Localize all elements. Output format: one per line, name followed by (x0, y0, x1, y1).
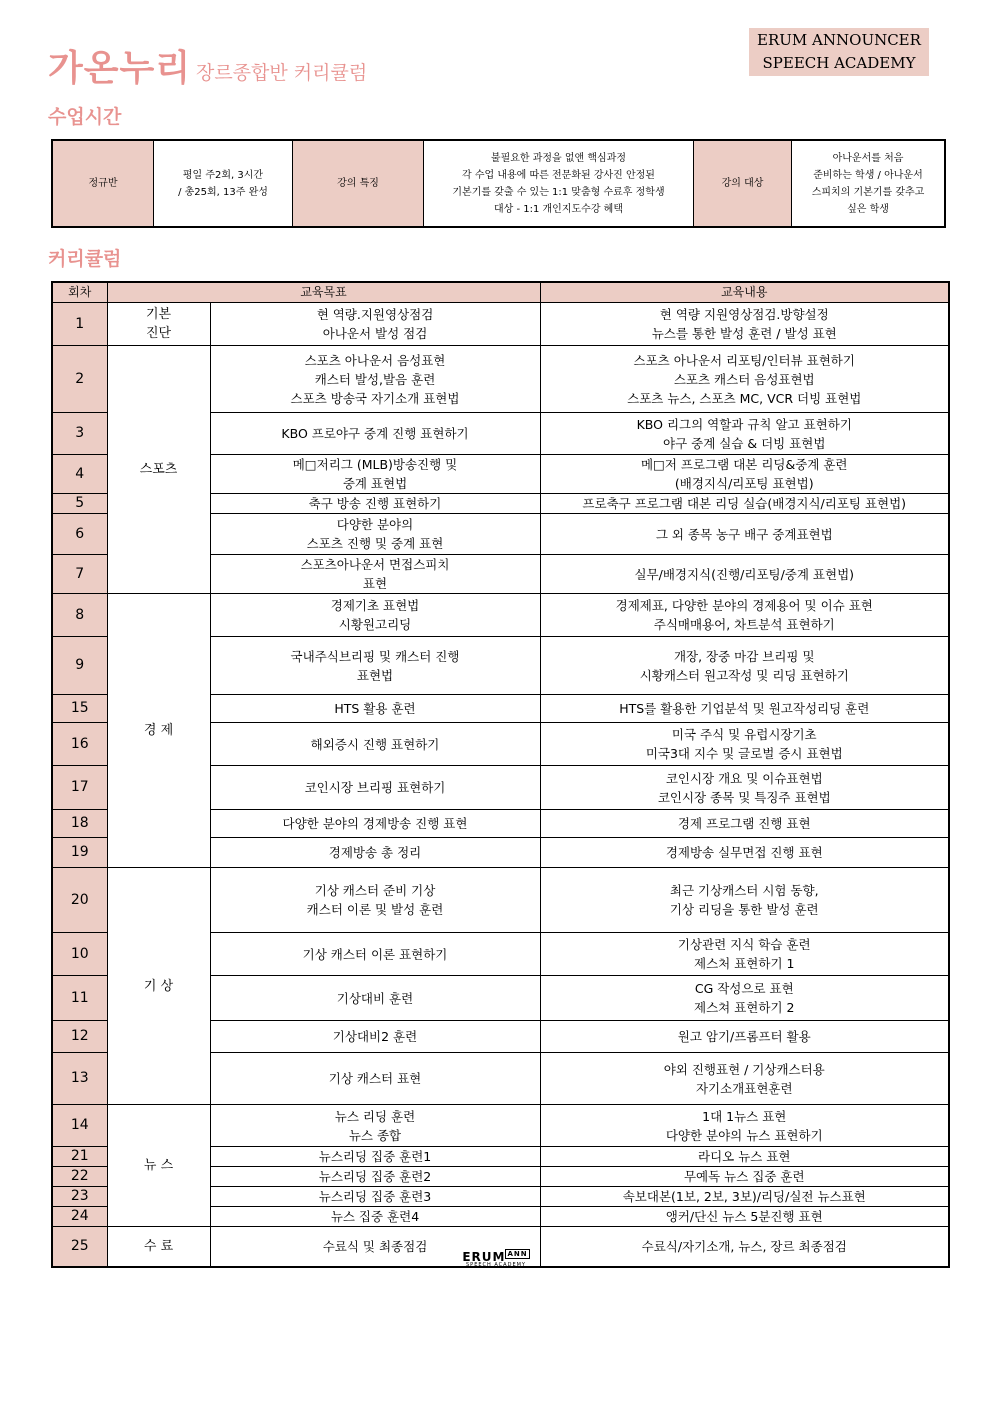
course-label: 정규반 (53, 141, 154, 226)
session-number: 23 (52, 1187, 107, 1207)
goal-cell: 경제기초 표현법 시황원고리딩 (210, 594, 540, 637)
content-cell: 미국 주식 및 유럽시장기초 미국3대 지수 및 글로벌 증시 표현법 (540, 723, 949, 766)
session-number: 21 (52, 1147, 107, 1167)
footer-tagline: SPEECH ACADEMY (466, 1262, 526, 1268)
academy-line2: SPEECH ACADEMY (762, 54, 916, 72)
category-cell: 경 제 (107, 594, 210, 868)
goal-cell: HTS 활용 훈련 (210, 695, 540, 723)
goal-cell: 기상 캐스터 준비 기상 캐스터 이론 및 발성 훈련 (210, 868, 540, 933)
session-number: 12 (52, 1021, 107, 1053)
content-cell: 경제제표, 다양한 분야의 경제용어 및 이슈 표현 주식매매용어, 차트분석 표현하기 (540, 594, 949, 637)
session-number: 15 (52, 695, 107, 723)
session-number: 9 (52, 637, 107, 695)
session-number: 6 (52, 514, 107, 555)
goal-cell: 뉴스리딩 집중 훈련2 (210, 1167, 540, 1187)
goal-cell: 뉴스 집중 훈련4 (210, 1207, 540, 1227)
section-curriculum: 커리큘럼 (48, 248, 122, 270)
content-cell: 경제 프로그램 진행 표현 (540, 810, 949, 838)
target-label: 강의 대상 (694, 141, 792, 226)
footer-logo (0, 1250, 992, 1268)
goal-cell: 수료식 및 최종점검 (210, 1227, 540, 1267)
goal-cell: 스포츠아나운서 면접스피치 표현 (210, 555, 540, 594)
content-cell: 프로축구 프로그램 대본 리딩 실습(배경지식/리포팅 표현법) (540, 494, 949, 514)
content-cell: 무예독 뉴스 집중 훈련 (540, 1167, 949, 1187)
goal-cell: 코인시장 브리핑 표현하기 (210, 766, 540, 810)
category-cell: 뉴 스 (107, 1105, 210, 1227)
session-number: 20 (52, 868, 107, 933)
academy-badge (749, 28, 929, 76)
content-cell: 속보대본(1보, 2보, 3보)/리딩/실전 뉴스표현 (540, 1187, 949, 1207)
session-number: 11 (52, 976, 107, 1021)
table-row (52, 1105, 949, 1147)
session-number: 4 (52, 455, 107, 494)
content-cell: 스포츠 아나운서 리포팅/인터뷰 표현하기 스포츠 캐스터 음성표현법 스포츠 뉴스, 스포츠 MC, VCR 더빙 표현법 (540, 346, 949, 413)
category-cell: 기 상 (107, 868, 210, 1105)
session-number: 24 (52, 1207, 107, 1227)
category-cell: 기본 진단 (107, 303, 210, 346)
goal-cell: 다양한 분야의 경제방송 진행 표현 (210, 810, 540, 838)
table-row (52, 594, 949, 637)
session-number: 1 (52, 303, 107, 346)
table-header-row (52, 282, 949, 303)
session-number: 18 (52, 810, 107, 838)
content-cell: 앵커/단신 뉴스 5분진행 표현 (540, 1207, 949, 1227)
table-row (52, 868, 949, 933)
session-number: 25 (52, 1227, 107, 1267)
goal-cell: 다양한 분야의 스포츠 진행 및 중계 표현 (210, 514, 540, 555)
goal-cell: 국내주식브리핑 및 캐스터 진행 표현법 (210, 637, 540, 695)
session-number: 16 (52, 723, 107, 766)
content-cell: 최근 기상캐스터 시험 동향, 기상 리딩을 통한 발성 훈련 (540, 868, 949, 933)
header-no: 회차 (52, 282, 107, 303)
goal-cell: 기상 캐스터 표현 (210, 1053, 540, 1105)
goal-cell: 기상 캐스터 이론 표현하기 (210, 933, 540, 976)
header-content: 교육내용 (540, 282, 949, 303)
content-cell: 그 외 종목 농구 배구 중계표현법 (540, 514, 949, 555)
content-cell: HTS를 활용한 기업분석 및 원고작성리딩 훈련 (540, 695, 949, 723)
content-cell: KBO 리그의 역할과 규칙 알고 표현하기 야구 중계 실습 & 더빙 표현법 (540, 413, 949, 455)
session-number: 5 (52, 494, 107, 514)
goal-cell: 메□저리그 (MLB)방송진행 및 중계 표현법 (210, 455, 540, 494)
content-cell: 라디오 뉴스 표현 (540, 1147, 949, 1167)
header-goal: 교육목표 (107, 282, 540, 303)
content-cell: 경제방송 실무면접 진행 표현 (540, 838, 949, 868)
session-number: 13 (52, 1053, 107, 1105)
target-text: 아나운서를 처음 준비하는 학생 / 아나운서 스피치의 기본기를 갖추고 싶은 학생 (811, 152, 925, 215)
table-row (52, 346, 949, 413)
goal-cell: 축구 방송 진행 표현하기 (210, 494, 540, 514)
footer-logo-badge: ANN (507, 1250, 528, 1258)
section-class-time: 수업시간 (48, 106, 122, 128)
page-subtitle: 장르종합반 커리큘럼 (196, 62, 368, 84)
class-info-table (51, 139, 946, 228)
goal-cell: 뉴스리딩 집중 훈련3 (210, 1187, 540, 1207)
goal-cell: 뉴스 리딩 훈련 뉴스 종합 (210, 1105, 540, 1147)
schedule-text: 평일 주2회, 3시간 / 총25회, 13주 완성 (154, 141, 293, 226)
curriculum-table (51, 281, 950, 1268)
session-number: 7 (52, 555, 107, 594)
session-number: 17 (52, 766, 107, 810)
goal-cell: 해외증시 진행 표현하기 (210, 723, 540, 766)
category-cell: 수 료 (107, 1227, 210, 1267)
content-cell: 야외 진행표현 / 기상캐스터용 자기소개표현훈련 (540, 1053, 949, 1105)
content-cell: 현 역량 지원영상점검.방향설정 뉴스를 통한 발성 훈련 / 발성 표현 (540, 303, 949, 346)
academy-line1: ERUM ANNOUNCER (757, 31, 921, 49)
table-row (52, 303, 949, 346)
content-cell: 수료식/자기소개, 뉴스, 장르 최종점검 (540, 1227, 949, 1267)
session-number: 2 (52, 346, 107, 413)
session-number: 8 (52, 594, 107, 637)
content-cell: 1대 1뉴스 표현 다양한 분야의 뉴스 표현하기 (540, 1105, 949, 1147)
feature-text: 불필요한 과정을 없앤 핵심과정 각 수업 내용에 따른 전문화된 강사진 안정된 기본기를 갖출 수 있는 1:1 맞춤형 수료후 정학생 대상 - 1:1 개인지도수강 혜택 (424, 141, 694, 226)
content-cell: 기상관련 지식 학습 훈련 제스처 표현하기 1 (540, 933, 949, 976)
session-number: 3 (52, 413, 107, 455)
goal-cell: KBO 프로야구 중계 진행 표현하기 (210, 413, 540, 455)
session-number: 10 (52, 933, 107, 976)
session-number: 14 (52, 1105, 107, 1147)
goal-cell: 기상대비 훈련 (210, 976, 540, 1021)
footer-logo-text: ERUM (462, 1250, 506, 1264)
category-cell: 스포츠 (107, 346, 210, 594)
goal-cell: 스포츠 아나운서 음성표현 캐스터 발성,발음 훈련 스포츠 방송국 자기소개 표현법 (210, 346, 540, 413)
content-cell: 메□저 프로그램 대본 리딩&중계 훈련 (배경지식/리포팅 표현법) (540, 455, 949, 494)
content-cell: 개장, 장중 마감 브리핑 및 시황캐스터 원고작성 및 리딩 표현하기 (540, 637, 949, 695)
session-number: 22 (52, 1167, 107, 1187)
goal-cell: 기상대비2 훈련 (210, 1021, 540, 1053)
curriculum-body (52, 303, 949, 1267)
content-cell: 실무/배경지식(진행/리포팅/중계 표현법) (540, 555, 949, 594)
session-number: 19 (52, 838, 107, 868)
goal-cell: 현 역량.지원영상점검 아나운서 발성 점검 (210, 303, 540, 346)
goal-cell: 뉴스리딩 집중 훈련1 (210, 1147, 540, 1167)
content-cell: 원고 암기/프롬프터 활용 (540, 1021, 949, 1053)
content-cell: CG 작성으로 표현 제스쳐 표현하기 2 (540, 976, 949, 1021)
feature-label: 강의 특징 (293, 141, 424, 226)
goal-cell: 경제방송 총 정리 (210, 838, 540, 868)
content-cell: 코인시장 개요 및 이슈표현법 코인시장 종목 및 특징주 표현법 (540, 766, 949, 810)
brand-title: 가온누리 (48, 48, 192, 89)
